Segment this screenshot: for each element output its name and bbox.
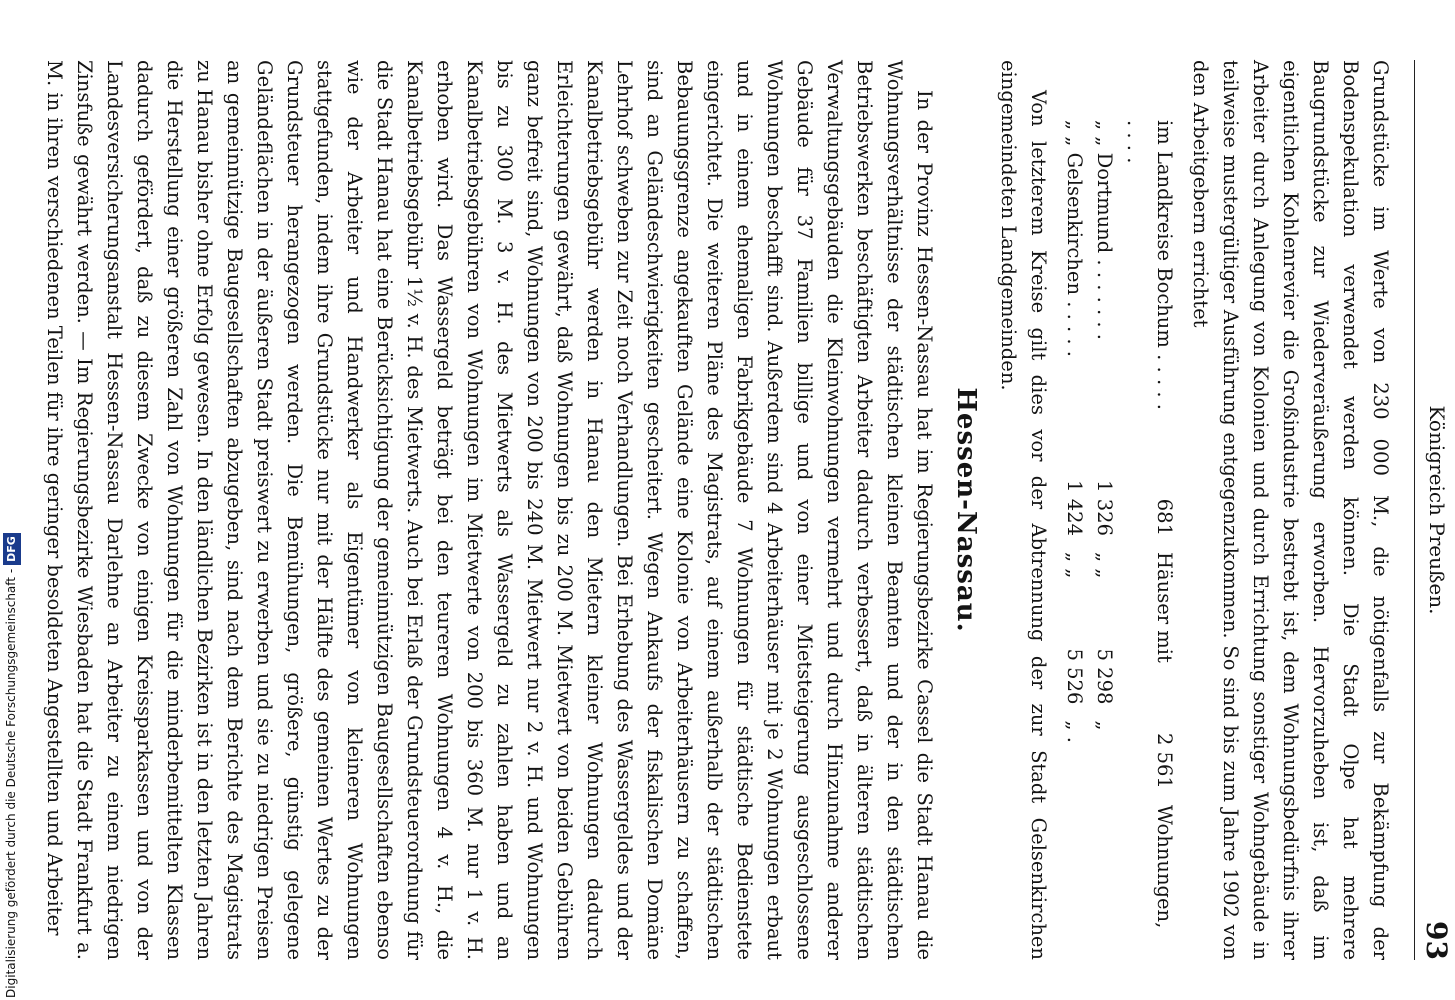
stat-flats-label: „ [1093, 720, 1116, 731]
stat-flats: 5 526 [1063, 648, 1086, 705]
paragraph-2: Von letzterem Kreise gilt dies vor der Abtrennung der zur Stadt Gelsenkirchen eingemeindeten Landgemeinden. [997, 60, 1050, 960]
stat-row-dortmund [1089, 120, 1119, 960]
book-page [43, 0, 1455, 1000]
stat-flats-label: „ . [1063, 720, 1086, 743]
stat-houses-label: Häuser mit [1153, 552, 1176, 663]
credit-text: Digitalisierung gefördert durch die Deutsche Forschungsgemeinschaft - [4, 568, 18, 998]
digitization-credit-strip [0, 0, 22, 1000]
paragraph-3: In der Provinz Hessen-Nassau hat im Regierungsbezirke Cassel die Stadt Hanau die Wohnungsverhältnisse der städtischen kleinen Beamten und der in den städtischen Betriebswerken beschäftigten Arbeiter dadurch verbessert, daß in älteren städtischen Verwaltungsgebäuden die Kleinwohnungen vermehrt und durch Hinzunahme anderer Gebäude für 37 Familien billige und von einer Mietsteigerung ausgeschlossene Wohnungen beschafft sind. Außerdem sind 4 Arbeiterhäuser mit je 2 Wohnungen erbaut und in einem ehemaligen Fabrikgebäude 7 Wohnungen für städtische Bedienstete eingerichtet. Die weiteren Pläne des Magistrats, auf einem außerhalb der städtischen Bebauungsgrenze angekauften Gelände eine Kolonie von Arbeiterhäusern zu schaffen, sind an Geländeschwierigkeiten gescheitert. Wegen Ankaufs der fiskalischen Domäne Lehrhof schweben zur Zeit noch Verhandlungen. Bei Erhebung des Wassergeldes und der Kanalbetriebsgebühr werden in Hanau den Mietern kleiner Wohnungen dadurch Erleichterungen gewährt, daß Wohnungen bis zu 200 M. Mietwert von beiden Gebühren ganz befreit sind, Wohnungen von 200 bis 240 M. Mietwert nur 2 v. H. und Wohnungen bis zu 300 M. 3 v. H. des Mietwerts als Wassergeld zu zahlen haben und an Kanalbetriebsgebühren von Wohnungen im Mietwerte von 200 bis 360 M. nur 1 v. H. erhoben wird. Das Wassergeld beträgt bei den teureren Wohnungen 4 v. H., die Kanalbetriebsgebühr 1½ v. H. des Mietwerts. Auch bei Erlaß der Grundsteuerordnung für die Stadt Hanau hat eine Berücksichtigung der gemeinnützigen Baugesellschaften ebenso wie der Arbeiter und Handwerker als Eigentümer von kleineren Wohnungen stattgefunden, indem ihre Grundstücke nur mit der Hälfte des gemeinen Wertes zu der Grundsteuer herangezogen werden. Die Bemühungen, größere, günstig gelegene Geländeflächen in der äußeren Stadt preiswert zu erwerben und sie zu niedrigen Preisen an gemeinnützige Baugesellschaften abzugeben, sind nach dem Berichte des Magistrats zu Hanau bisher ohne Erfolg gewesen. In den ländlichen Bezirken ist in den letzten Jahren die Herstellung einer größeren Zahl von Wohnungen für die minderbemittelten Klassen dadurch gefördert, daß zu diesem Zwecke von einigen Kreissparkassen und von der Landesversicherungsanstalt Hessen-Nassau Darlehne an Arbeiter zu einem niedrigen Zinsfuße gewährt werden. — Im Regierungsbezirke Wiesbaden hat die Stadt Frankfurt a. M. in ihren verschiedenen Teilen für ihre geringer besoldeten Angestellten und Arbeiter [43, 60, 936, 960]
stat-houses: 1 424 [1063, 480, 1086, 536]
stat-place: „ „ Dortmund . . . . . . . [1093, 120, 1116, 341]
paragraph-1: Grundstücke im Werte von 230 000 M., die nötigenfalls zur Bekämpfung der Bodenspekulation verwendet werden können. Die Stadt Olpe hat mehrere Baugrundstücke zur Wiederveräußerung erworben. Hervorzuheben ist, daß im eigentlichen Kohlenrevier die Großindustrie bestrebt ist, dem Wohnungsbedürfnis ihrer Arbeiter durch Anlegung von Kolonien und durch Errichtung sonstiger Wohngebäude in teilweise mustergültiger Ausführung entgegenzukommen. So sind bis zum Jahre 1902 von den Arbeitgebern errichtet [1189, 60, 1392, 960]
section-heading: Hessen-Nassau. [951, 387, 981, 633]
stat-flats-label: Wohnungen, [1153, 804, 1176, 929]
page-header [1414, 60, 1455, 960]
dfg-logo: DFG [3, 533, 21, 565]
housing-statistics [1059, 120, 1179, 960]
running-title: Königreich Preußen. [1425, 405, 1449, 615]
stat-houses-label: „ „ [1063, 552, 1086, 579]
stat-row-gelsenkirchen [1059, 120, 1089, 960]
stat-row-bochum [1119, 120, 1179, 960]
page-number: 93 [1420, 921, 1453, 960]
stat-flats: 2 561 [1153, 733, 1176, 789]
stat-houses: 681 [1153, 498, 1176, 536]
page-body [39, 60, 1395, 960]
stat-houses-label: „ „ [1093, 552, 1116, 579]
stat-houses: 1 326 [1093, 480, 1116, 536]
stat-flats: 5 298 [1093, 648, 1116, 705]
stat-place: im Landkreise Bochum . . . . . . . . . [1123, 120, 1176, 410]
stat-place: „ „ Gelsenkirchen . . . . . [1063, 120, 1086, 357]
digitization-credit [2, 8, 20, 998]
